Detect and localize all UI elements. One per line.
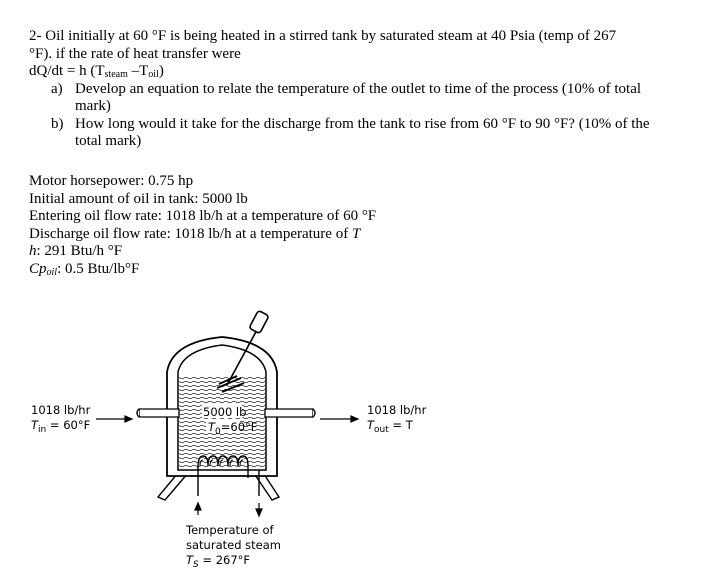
param-motor: Motor horsepower: 0.75 hp <box>29 173 194 189</box>
tank-temp-label: $T_0=60^\circ F$ <box>208 420 258 437</box>
steam-label-line2: saturated steam <box>186 538 281 552</box>
outlet-temp-label: $T_{out} = T$ <box>367 418 413 435</box>
question-part-a <box>29 81 679 116</box>
param-heat-capacity: $Cp_{oil}$: 0.5 Btu/lb°F <box>29 260 140 278</box>
part-marker: b) <box>51 115 64 132</box>
tank-mass-label: 5000 lb <box>203 405 247 419</box>
steam-temp-label: $T_S = 267^\circ F$ <box>186 553 251 570</box>
param-heat-coefficient: h: 291 Btu/h °F <box>29 243 123 259</box>
heat-transfer-equation: dQ/dt = h ($T_{steam}$ $-T_{oil}$) <box>29 63 164 80</box>
part-text: Develop an equation to relate the temperature of the outlet to time of the process (10% of total mark) <box>75 80 642 114</box>
inlet-rate-label: 1018 lb/hr <box>31 403 91 417</box>
question-part-b <box>29 116 679 151</box>
part-marker: a) <box>51 80 63 97</box>
param-entering-flow: Entering oil flow rate: 1018 lb/h at a temperature of 60 °F <box>29 208 377 224</box>
stirred-tank-diagram <box>0 300 707 586</box>
outlet-pipe <box>265 409 315 417</box>
param-initial-oil: Initial amount of oil in tank: 5000 lb <box>29 190 248 207</box>
given-parameters <box>29 173 679 278</box>
param-discharge-flow: Discharge oil flow rate: 1018 lb/h at a temperature of T <box>29 225 361 242</box>
part-text: How long would it take for the discharge from the tank to rise from 60 °F to 90 °F? (10% of the total mark) <box>75 115 650 149</box>
outlet-rate-label: 1018 lb/hr <box>367 403 427 417</box>
problem-intro: 2- Oil initially at 60 °F is being heated in a stirred tank by saturated steam at 40 Psia (temp of 267 °F). if the rate of heat transfer were <box>29 28 617 62</box>
inlet-temp-label: $T_{in} = 60^\circ F$ <box>31 418 91 435</box>
problem-statement <box>29 28 679 151</box>
inlet-pipe <box>137 409 179 417</box>
steam-label-line1: Temperature of <box>186 523 274 537</box>
question-parts <box>29 81 679 151</box>
